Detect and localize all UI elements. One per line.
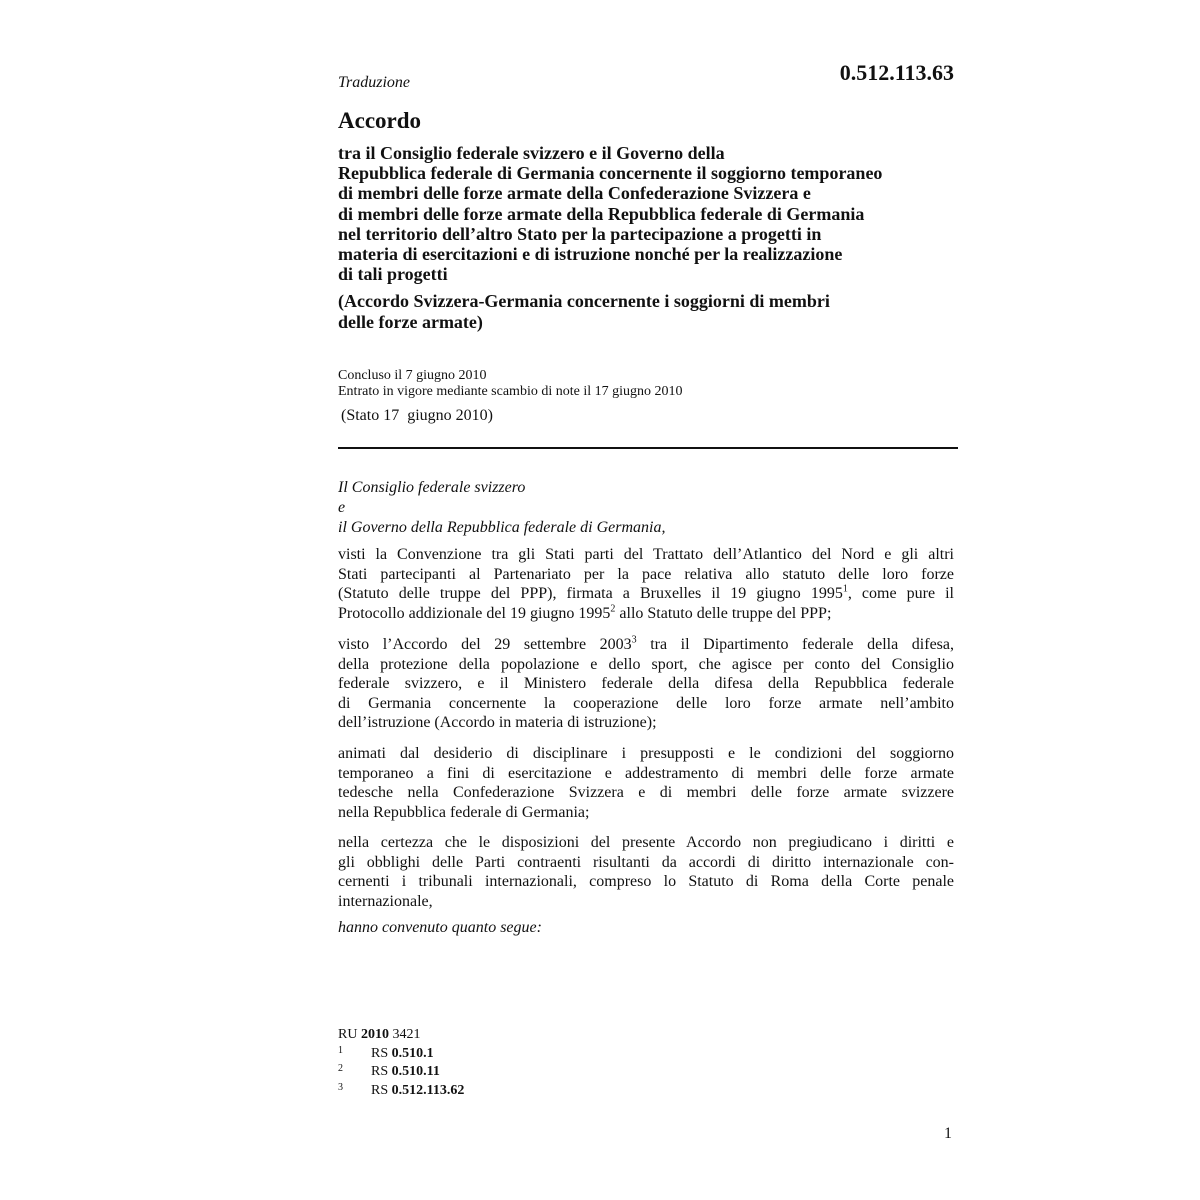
subtitle-line: materia di esercitazioni e di istruzione nonché per la realizzazione	[338, 244, 843, 265]
paragraph-line: visti la Convenzione tra gli Stati parti del Trattato dell’Atlantico del Nord e gli altri	[338, 546, 954, 563]
footnote-number: 1	[338, 1044, 343, 1056]
paragraph-line: cernenti i tribunali internazionali, compreso lo Statuto di Roma della Corte penale	[338, 873, 954, 891]
preamble-paragraph-2	[338, 635, 954, 733]
footnote-number: 2	[338, 1063, 343, 1074]
paragraph-line	[338, 635, 954, 655]
paragraph-line: dell’istruzione (Accordo in materia di istruzione);	[338, 714, 657, 732]
ru-prefix: RU	[338, 1027, 361, 1042]
line-text: Protocollo addizionale del 19 giugno 1995	[338, 604, 611, 622]
document-metadata	[338, 368, 683, 400]
document-title: Accordo	[338, 108, 422, 133]
preamble-paragraph-3	[338, 744, 954, 822]
subtitle-line: di membri delle forze armate della Confederazione Svizzera e	[338, 183, 811, 204]
page-number: 1	[944, 1125, 952, 1142]
party-conjunction: e	[338, 499, 346, 516]
horizontal-divider	[338, 447, 958, 449]
ru-page: 3421	[388, 1027, 421, 1042]
subtitle-line: tra il Consiglio federale svizzero e il Governo della	[338, 143, 725, 163]
paragraph-line: nella certezza che le disposizioni del presente Accordo non pregiudicano i diritti e	[338, 834, 954, 851]
agreed-clause: hanno convenuto quanto segue:	[338, 919, 542, 936]
ru-year: 2010	[360, 1027, 389, 1042]
line-text: allo Statuto delle truppe del PPP;	[615, 604, 832, 622]
footnote-prefix: RS	[371, 1064, 392, 1079]
entry-into-force-date: Entrato in vigore mediante scambio di note il 17 giugno 2010	[338, 384, 683, 399]
paragraph-line: Stati partecipanti al Partenariato per la pace relativa allo statuto delle loro forze	[338, 565, 954, 583]
short-title-line: delle forze armate)	[338, 311, 483, 332]
footnote-1	[338, 1043, 464, 1062]
party-german-government: il Governo della Repubblica federale di Germania,	[338, 519, 666, 536]
footnote-reference[interactable]: 0.512.113.62	[391, 1082, 465, 1098]
party-swiss-council: Il Consiglio federale svizzero	[338, 479, 526, 496]
paragraph-line	[338, 604, 954, 624]
line-text: tra il Dipartimento federale della difesa,	[636, 636, 954, 653]
paragraph-line: animati dal desiderio di disciplinare i presupposti e le condizioni del soggiorno	[338, 745, 954, 762]
subtitle-line: nel territorio dell’altro Stato per la partecipazione a progetti in	[338, 223, 822, 244]
footnote-ref-2[interactable]: 2	[610, 603, 616, 615]
footnote-3	[338, 1080, 464, 1099]
translation-label: Traduzione	[338, 74, 411, 91]
preamble-paragraph-1	[338, 545, 954, 623]
subtitle-line: di tali progetti	[338, 264, 448, 285]
paragraph-line: nella Repubblica federale di Germania;	[338, 803, 590, 821]
footnote-prefix: RS	[371, 1082, 392, 1098]
footnote-2	[338, 1061, 464, 1080]
paragraph-line: tedesche nella Confederazione Svizzera e di membri delle forze armate svizzere	[338, 784, 954, 802]
short-title	[338, 291, 978, 332]
paragraph-line: di Germania concernente la cooperazione delle loro forze armate nell’ambito	[338, 694, 954, 712]
subtitle-line: Repubblica federale di Germania concernente il soggiorno temporaneo	[338, 163, 883, 184]
footnotes	[338, 1027, 464, 1098]
paragraph-line: internazionale,	[338, 892, 433, 910]
paragraph-line: della protezione della popolazione e dello sport, che agisce per conto del Consiglio	[338, 655, 954, 673]
short-title-line: (Accordo Svizzera-Germania concernente i soggiorni di membri	[338, 291, 830, 311]
footnote-reference[interactable]: 0.510.1	[391, 1045, 434, 1061]
status-date: (Stato 17 giugno 2010)	[341, 407, 493, 424]
footnote-number: 3	[338, 1081, 343, 1093]
official-compilation-reference	[338, 1027, 464, 1043]
line-text: visto l’Accordo del 29 settembre 2003	[338, 636, 632, 653]
subtitle-line: di membri delle forze armate della Repubblica federale di Germania	[338, 203, 865, 224]
footnote-reference[interactable]: 0.510.11	[391, 1064, 440, 1079]
preamble-paragraph-4	[338, 833, 954, 911]
line-text: (Statuto delle truppe del PPP), firmata a Bruxelles il 19 giugno 1995	[338, 585, 843, 603]
line-text: , come pure il	[847, 585, 954, 603]
footnote-ref-1[interactable]: 1	[842, 583, 848, 595]
footnote-prefix: RS	[371, 1045, 392, 1061]
paragraph-line: gli obblighi delle Parti contraenti risultanti da accordi di diritto internazionale con-	[338, 853, 954, 871]
contracting-parties	[338, 478, 665, 538]
paragraph-line: federale svizzero, e il Ministero federale della difesa della Repubblica federale	[338, 675, 954, 693]
footnote-ref-3[interactable]: 3	[631, 634, 637, 646]
concluded-date: Concluso il 7 giugno 2010	[338, 368, 487, 383]
document-number: 0.512.113.63	[839, 60, 954, 85]
document-subtitle	[338, 143, 978, 284]
paragraph-line	[338, 584, 954, 604]
paragraph-line: temporaneo a fini di esercitazione e addestramento di membri delle forze armate	[338, 764, 954, 782]
